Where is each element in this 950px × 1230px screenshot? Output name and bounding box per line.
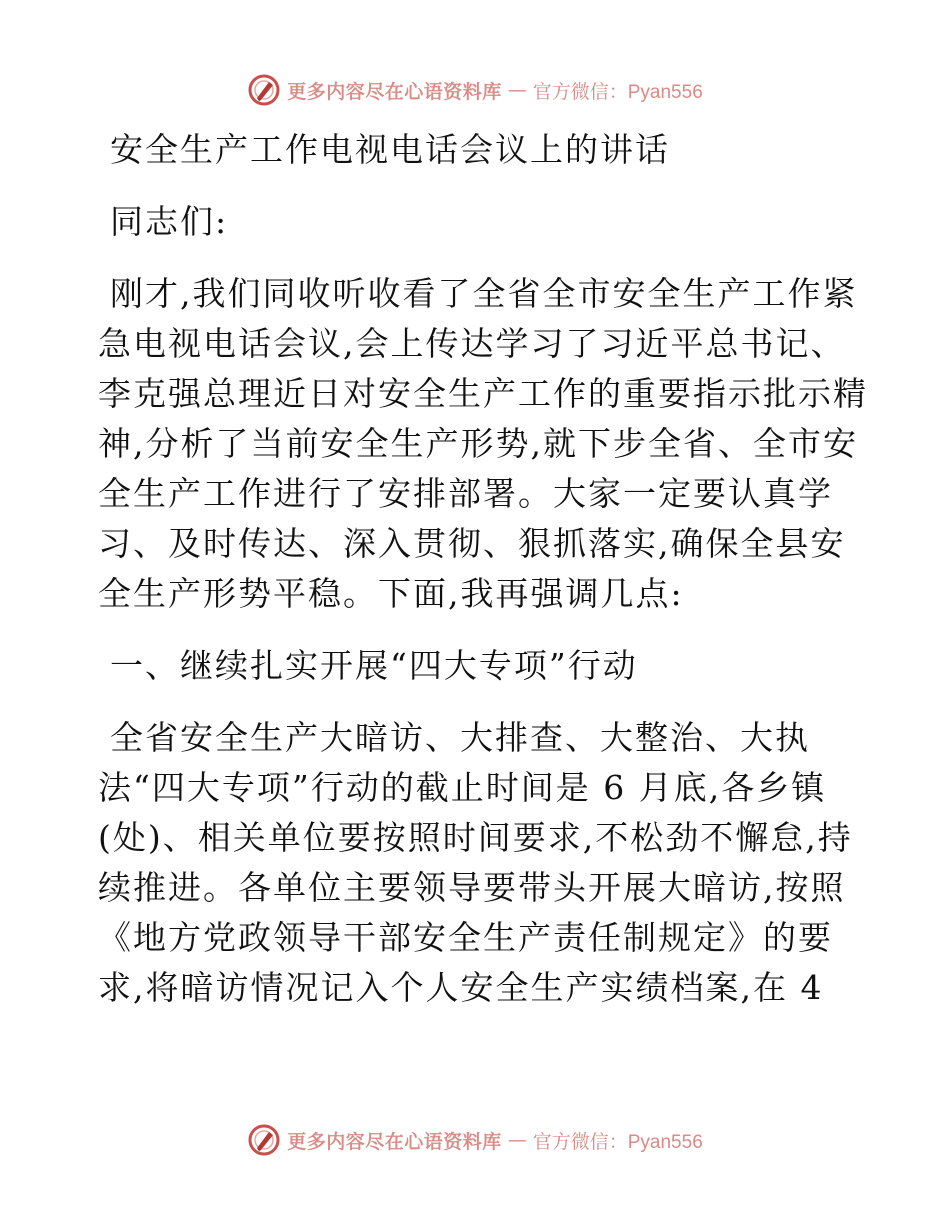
- watermark-brand: 更多内容尽在心语资料库: [287, 80, 502, 103]
- watermark-separator: —: [507, 79, 527, 101]
- paragraph-2: [98, 713, 858, 1013]
- watermark-separator: —: [507, 1129, 527, 1151]
- paragraph-line: 刚才,我们同收听收看了全省全市安全生产工作紧: [110, 274, 858, 313]
- greeting: 同志们:: [110, 202, 229, 241]
- paragraph-line: 全生产工作进行了安排部署。大家一定要认真学: [98, 474, 833, 513]
- paragraph-line: 急电视电话会议,会上传达学习了习近平总书记、: [98, 324, 846, 363]
- paragraph-line: 求,将暗访情况记入个人安全生产实绩档案,在 4: [98, 968, 824, 1007]
- watermark-account: 官方微信：Pyan556: [532, 1131, 703, 1153]
- paragraph-line: 续推进。各单位主要领导要带头开展大暗访,按照: [98, 868, 846, 907]
- paragraph-1: [98, 269, 868, 619]
- paragraph-line: 《地方党政领导干部安全生产责任制规定》的要: [98, 918, 833, 957]
- section-heading-1: 一、继续扎实开展“四大专项”行动: [110, 646, 638, 685]
- watermark-brand: 更多内容尽在心语资料库: [287, 1130, 502, 1153]
- document-body: [98, 125, 868, 1013]
- footer-watermark: [0, 1120, 950, 1160]
- paragraph-line: (处)、相关单位要按照时间要求,不松劲不懈怠,持: [98, 818, 853, 857]
- paragraph-line: 全生产形势平稳。下面,我再强调几点:: [98, 574, 684, 613]
- watermark-account: 官方微信：Pyan556: [532, 81, 703, 103]
- paragraph-line: 习、及时传达、深入贯彻、狠抓落实,确保全县安: [98, 524, 846, 563]
- document-title: 安全生产工作电视电话会议上的讲话: [110, 130, 670, 169]
- paragraph-line: 全省安全生产大暗访、大排查、大整治、大执: [110, 718, 810, 757]
- pen-logo-icon: [247, 1123, 281, 1157]
- paragraph-line: 神,分析了当前安全生产形势,就下步全省、全市安: [98, 424, 858, 463]
- paragraph-line: 法“四大专项”行动的截止时间是 6 月底,各乡镇: [98, 768, 827, 807]
- paragraph-line: 李克强总理近日对安全生产工作的重要指示批示精: [98, 374, 868, 413]
- pen-logo-icon: [247, 73, 281, 107]
- header-watermark: [0, 70, 950, 110]
